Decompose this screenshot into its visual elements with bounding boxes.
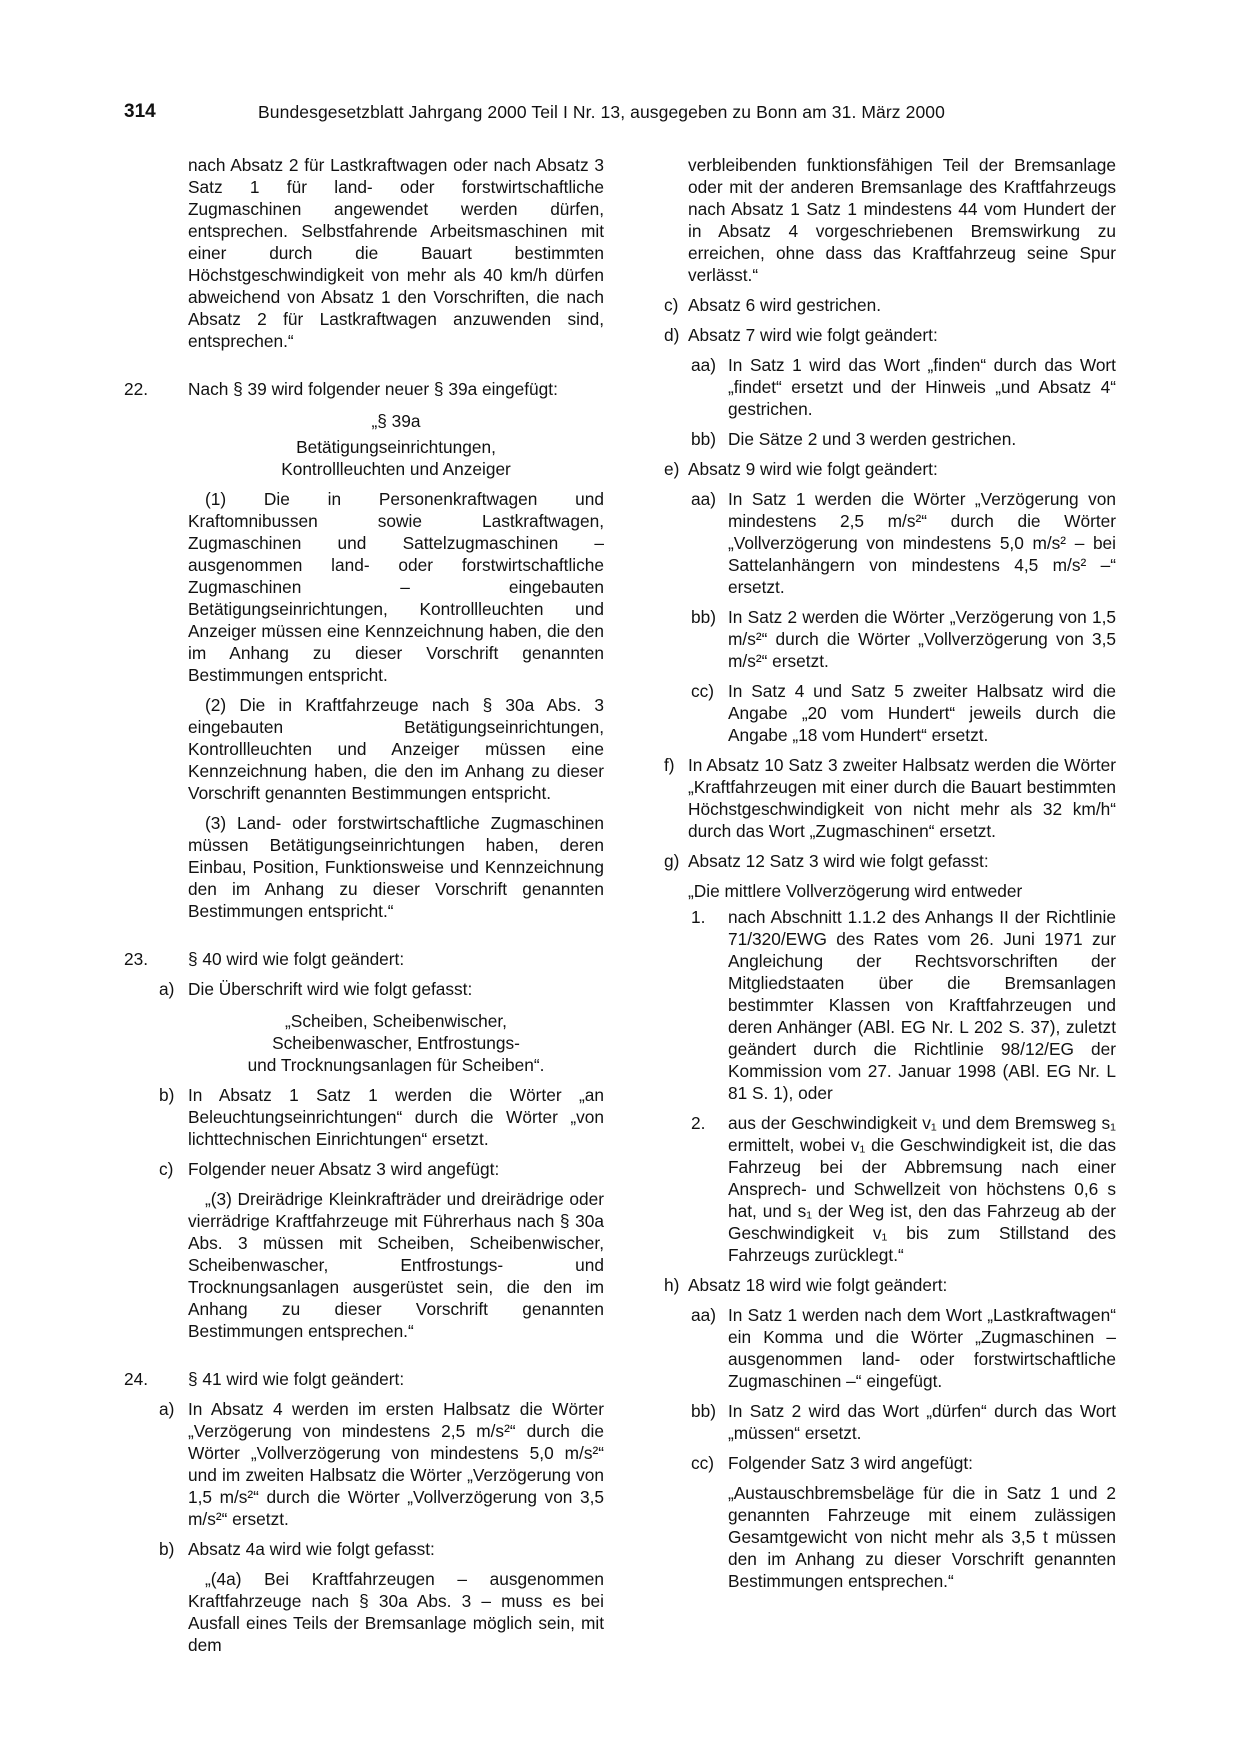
item-text: § 41 wird wie folgt geändert: <box>188 1369 405 1389</box>
sub-label: h) <box>664 1275 680 1295</box>
quote-intro: „Die mittlere Vollverzögerung wird entweder <box>688 881 1023 901</box>
subsub-label: cc) <box>691 1453 715 1473</box>
subsub-label: bb) <box>691 429 716 449</box>
subsub-label: bb) <box>691 607 716 627</box>
sub-label: e) <box>664 459 680 479</box>
running-head: Bundesgesetzblatt Jahrgang 2000 Teil I Nr. 13, ausgegeben zu Bonn am 31. März 2000 <box>258 102 945 122</box>
item-23 <box>124 948 604 970</box>
item-label: 23. <box>124 949 149 969</box>
quote-line: und Trocknungsanlagen für Scheiben“. <box>247 1055 545 1075</box>
item-d-aa <box>664 354 1116 420</box>
item-23-b <box>124 1084 604 1150</box>
item-g <box>664 850 1116 902</box>
sub-label: b) <box>159 1085 175 1105</box>
item-text: Nach § 39 wird folgender neuer § 39a eingefügt: <box>188 379 558 399</box>
section-heading-line-1: Betätigungseinrichtungen, <box>296 437 496 457</box>
continuation-text: verbleibenden funktionsfähigen Teil der Bremsanlage oder mit der anderen Bremsanlage des Kraftfahrzeugs nach Absatz 1 Satz 1 mindestens 44 vom Hundert der in Absatz 4 vorgeschriebenen Bremswirkung zu erreichen, ohne dass das Kraftfahrzeug seine Spur verlässt.“ <box>688 155 1116 285</box>
sub-text: In Absatz 1 Satz 1 werden die Wörter „an Beleuchtungseinrichtungen“ durch die Wörter „von lichttechnischen Einrichtungen“ ersetzt. <box>188 1085 604 1149</box>
subsub-text: In Satz 2 wird das Wort „dürfen“ durch das Wort „müssen“ ersetzt. <box>728 1401 1116 1443</box>
subsub-text: In Satz 1 wird das Wort „finden“ durch das Wort „findet“ ersetzt und der Hinweis „und Absatz 4“ gestrichen. <box>728 355 1116 419</box>
subsub-text: nach Abschnitt 1.1.2 des Anhangs II der Richtlinie 71/320/EWG des Rates vom 26. Juni 1971 zur Angleichung der Rechtsvorschriften der Mitgliedstaaten über die Bremsanlagen bestimmter Klassen von Kraftfahrzeugen und deren Anhänger (ABl. EG Nr. L 202 S. 37), zuletzt geändert durch die Richtlinie 98/12/EG der Kommission vom 27. Januar 1998 (ABl. EG Nr. L 81 S. 1), oder <box>728 907 1116 1103</box>
paragraph-2: (2) Die in Kraftfahrzeuge nach § 30a Abs. 3 eingebauten Betätigungseinrichtungen, Kontrollleuchten und Anzeiger müssen eine Kennzeichnung haben, die den im Anhang zu dieser Vorschrift genannten Bestimmungen entspricht. <box>188 695 604 803</box>
item-f <box>664 754 1116 842</box>
continuation-text: nach Absatz 2 für Lastkraftwagen oder nach Absatz 3 Satz 1 für land- oder forstwirtschaftliche Zugmaschinen angewendet werden dürfen, entsprechen. Selbstfahrende Arbeitsmaschinen mit einer durch die Bauart bestimmten Höchstgeschwindigkeit von mehr als 40 km/h dürfen abweichend von Absatz 1 den Vorschriften, die nach Absatz 2 für Lastkraftwagen anzuwenden sind, entsprechen.“ <box>188 155 604 351</box>
sub-text: Absatz 18 wird wie folgt geändert: <box>688 1275 948 1295</box>
sub-label: f) <box>664 755 675 775</box>
sub-label: c) <box>159 1159 174 1179</box>
subsub-label: aa) <box>691 355 716 375</box>
sub-text: Absatz 7 wird wie folgt geändert: <box>688 325 938 345</box>
section-number: „§ 39a <box>371 411 421 431</box>
sub-label: g) <box>664 851 680 871</box>
sub-label: a) <box>159 1399 175 1419</box>
item-24-a <box>124 1398 604 1530</box>
right-column <box>664 154 1116 1592</box>
item-e <box>664 458 1116 480</box>
sub-text: In Absatz 10 Satz 3 zweiter Halbsatz werden die Wörter „Kraftfahrzeugen mit einer durch die Bauart bestimmten Höchstgeschwindigkeit von nicht mehr als 32 km/h“ durch das Wort „Zugmaschinen“ ersetzt. <box>688 755 1116 841</box>
item-text: § 40 wird wie folgt geändert: <box>188 949 405 969</box>
subsub-text: In Satz 4 und Satz 5 zweiter Halbsatz wird die Angabe „20 vom Hundert“ jeweils durch die Angabe „18 vom Hundert“ ersetzt. <box>728 681 1116 745</box>
subsub-text: Die Sätze 2 und 3 werden gestrichen. <box>728 429 1017 449</box>
subsub-text: aus der Geschwindigkeit v₁ und dem Bremsweg s₁ ermittelt, wobei v₁ die Geschwindigkeit ist, die das Fahrzeug bei der Abbremsung nach einer Ansprech- und Schwellzeit von höchstens 0,6 s hat, und s₁ der Weg ist, den das Fahrzeug ab der Geschwindigkeit v₁ bis zum Stillstand des Fahrzeugs zurücklegt.“ <box>728 1113 1116 1265</box>
item-e-bb <box>664 606 1116 672</box>
sub-text: In Absatz 4 werden im ersten Halbsatz die Wörter „Verzögerung von mindestens 2,5 m/s²“ durch die Wörter „Vollverzögerung von mindestens 5,0 m/s²“ und im zweiten Halbsatz die Wörter „Verzögerung von 1,5 m/s²“ durch die Wörter „Vollverzögerung von 3,5 m/s²“ ersetzt. <box>188 1399 604 1529</box>
subsub-label: 1. <box>691 907 706 927</box>
item-24 <box>124 1368 604 1390</box>
subsub-text: In Satz 1 werden nach dem Wort „Lastkraftwagen“ ein Komma und die Wörter „Zugmaschinen – ausgenommen land- oder forstwirtschaftliche Zugmaschinen –“ eingefügt. <box>728 1305 1116 1391</box>
subsub-label: cc) <box>691 681 715 701</box>
item-label: 24. <box>124 1369 149 1389</box>
page-number: 314 <box>124 101 156 122</box>
subsub-label: 2. <box>691 1113 706 1133</box>
item-h-cc <box>664 1452 1116 1592</box>
sub-text: Die Überschrift wird wie folgt gefasst: <box>188 979 473 999</box>
item-g-2 <box>664 1112 1116 1266</box>
item-h-aa <box>664 1304 1116 1392</box>
quoted-paragraph: „(3) Dreirädrige Kleinkrafträder und dreirädrige oder vierrädrige Kraftfahrzeuge mit Führerhaus nach § 30a Abs. 3 müssen mit Scheiben, Scheibenwischer, Scheibenwascher, Entfrostungs- und Trocknungsanlagen ausgerüstet sein, die den im Anhang zu dieser Vorschrift genannten Bestimmungen entsprechen.“ <box>188 1189 604 1341</box>
item-d <box>664 324 1116 346</box>
quote-line: Scheibenwascher, Entfrostungs- <box>272 1033 520 1053</box>
sub-label: a) <box>159 979 175 999</box>
item-g-1 <box>664 906 1116 1104</box>
item-e-aa <box>664 488 1116 598</box>
sub-label: b) <box>159 1539 175 1559</box>
left-column <box>124 154 604 1656</box>
subsub-text: In Satz 1 werden die Wörter „Verzögerung von mindestens 2,5 m/s²“ durch die Wörter „Vollverzögerung von mindestens 5,0 m/s² – bei Sattelanhängern von mindestens 4,5 m/s² –“ ersetzt. <box>728 489 1116 597</box>
item-23-a <box>124 978 604 1076</box>
sub-text: Folgender neuer Absatz 3 wird angefügt: <box>188 1159 500 1179</box>
subsub-text: Folgender Satz 3 wird angefügt: <box>728 1453 973 1473</box>
quoted-paragraph: „(4a) Bei Kraftfahrzeugen – ausgenommen Kraftfahrzeuge nach § 30a Abs. 3 – muss es bei Ausfall eines Teils der Bremsanlage möglich sein, mit dem <box>188 1569 604 1655</box>
item-label: 22. <box>124 379 149 399</box>
item-23-c <box>124 1158 604 1342</box>
item-24-b <box>124 1538 604 1656</box>
sub-text: Absatz 12 Satz 3 wird wie folgt gefasst: <box>688 851 989 871</box>
subsub-label: aa) <box>691 489 716 509</box>
quoted-paragraph: „Austauschbremsbeläge für die in Satz 1 und 2 genannten Fahrzeuge mit einem zulässigen Gesamtgewicht von nicht mehr als 3,5 t müssen den im Anhang zu dieser Vorschrift genannten Bestimmungen entsprechen.“ <box>728 1483 1116 1591</box>
paragraph-1: (1) Die in Personenkraftwagen und Kraftomnibussen sowie Lastkraftwagen, Zugmaschinen und Sattelzugmaschinen – ausgenommen land- oder forstwirtschaftliche Zugmaschinen – eingebauten Betätigungseinrichtungen, Kontrollleuchten und Anzeiger müssen eine Kennzeichnung haben, die den im Anhang zu dieser Vorschrift genannten Bestimmungen entspricht. <box>188 489 604 685</box>
item-c <box>664 294 1116 316</box>
subsub-text: In Satz 2 werden die Wörter „Verzögerung von 1,5 m/s²“ durch die Wörter „Vollverzögerung von 3,5 m/s²“ ersetzt. <box>728 607 1116 671</box>
section-heading-line-2: Kontrollleuchten und Anzeiger <box>281 459 511 479</box>
paragraph-3: (3) Land- oder forstwirtschaftliche Zugmaschinen müssen Betätigungseinrichtungen haben, deren Einbau, Position, Funktionsweise und Kennzeichnung den im Anhang zu dieser Vorschrift genannten Bestimmungen entspricht.“ <box>188 813 604 921</box>
sub-label: c) <box>664 295 679 315</box>
sub-label: d) <box>664 325 680 345</box>
item-h <box>664 1274 1116 1296</box>
sub-text: Absatz 6 wird gestrichen. <box>688 295 882 315</box>
item-d-bb <box>664 428 1116 450</box>
sub-text: Absatz 9 wird wie folgt geändert: <box>688 459 938 479</box>
item-h-bb <box>664 1400 1116 1444</box>
sub-text: Absatz 4a wird wie folgt gefasst: <box>188 1539 435 1559</box>
item-22 <box>124 378 604 922</box>
page-header <box>124 101 1140 127</box>
subsub-label: bb) <box>691 1401 716 1421</box>
item-e-cc <box>664 680 1116 746</box>
subsub-label: aa) <box>691 1305 716 1325</box>
quote-line: „Scheiben, Scheibenwischer, <box>285 1011 507 1031</box>
